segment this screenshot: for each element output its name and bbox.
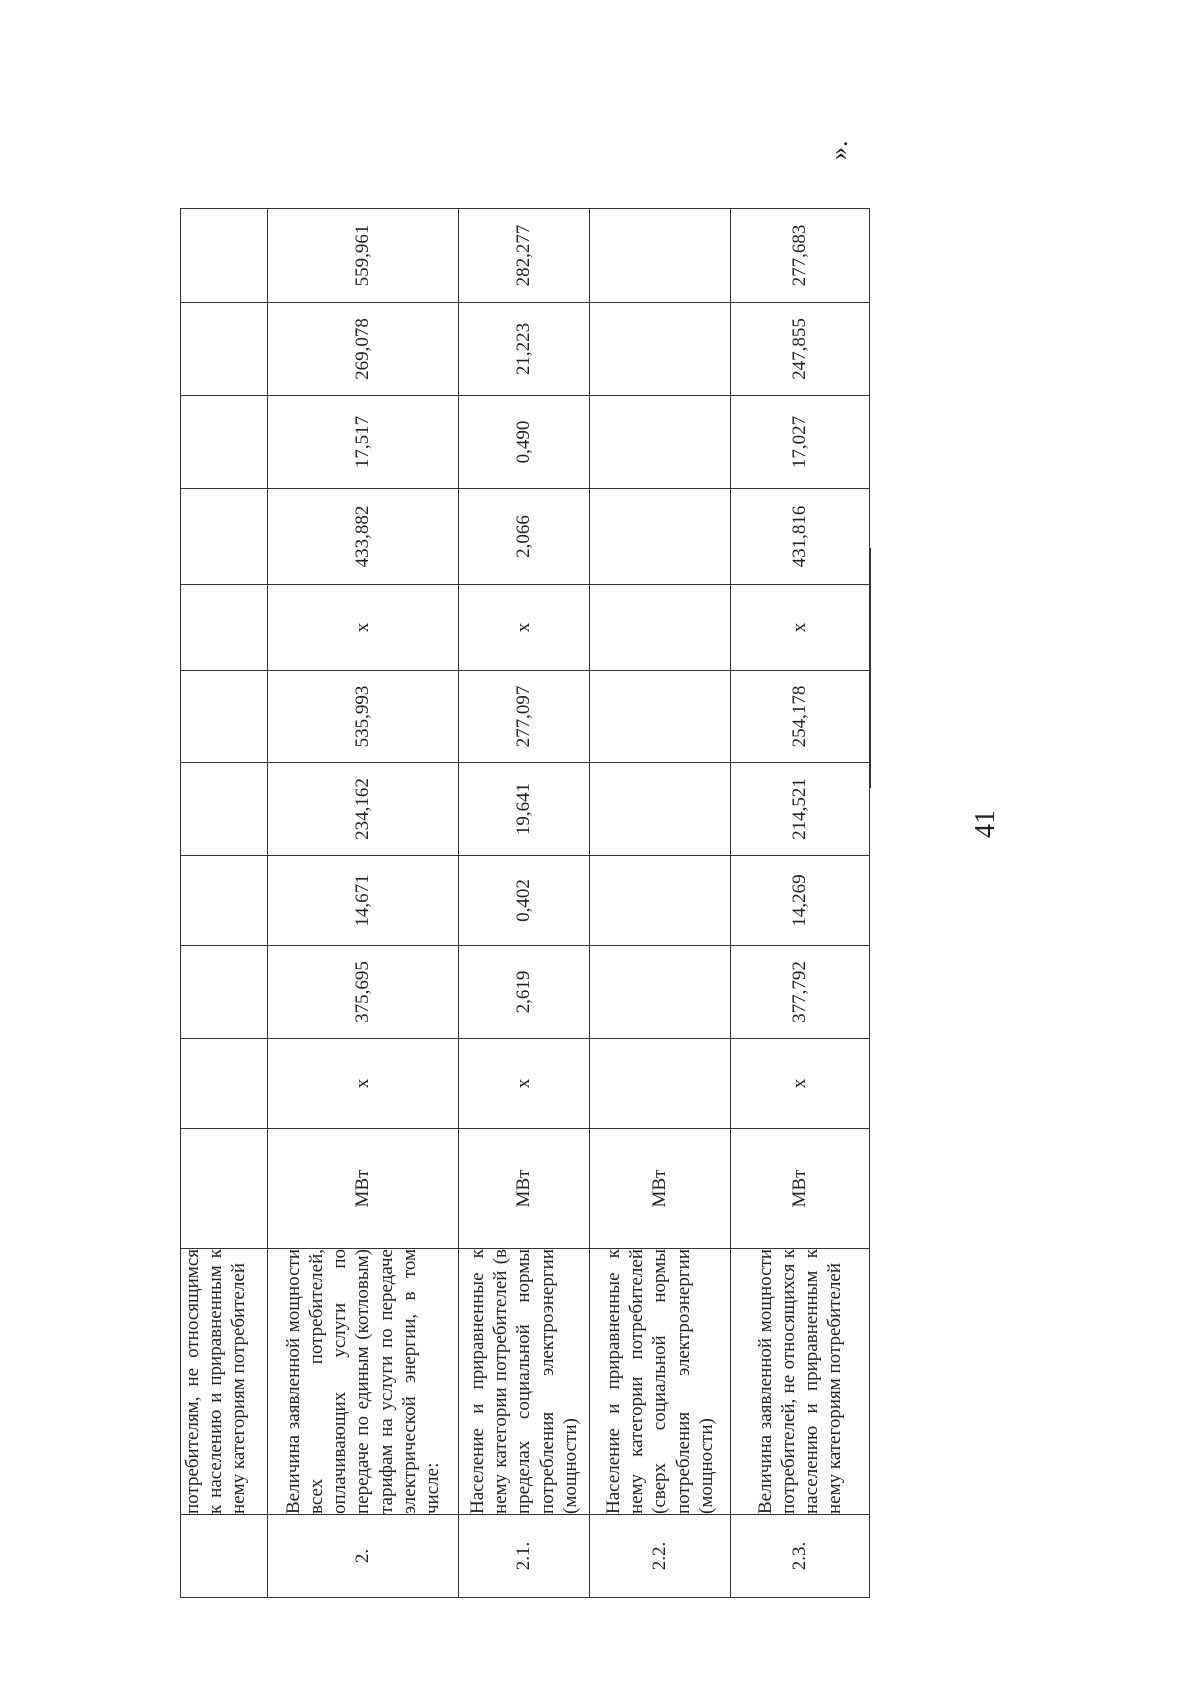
table-cell: 14,269 — [731, 856, 870, 946]
table-cell: 282,277 — [459, 209, 590, 303]
row-description: потребителям, не относящимся к населению и приравненным к нему категориям потребителей — [181, 1249, 268, 1515]
table-row — [459, 209, 590, 1598]
table-cell: 214,521 — [731, 763, 870, 856]
table-cell: 433,882 — [268, 489, 459, 585]
table-cell: 0,402 — [459, 856, 590, 946]
table-cell: 234,162 — [268, 763, 459, 856]
table-cell: x — [268, 1039, 459, 1129]
table-cell — [181, 856, 268, 946]
row-number — [181, 1515, 268, 1598]
table-cell — [590, 585, 731, 671]
table-cell: 254,178 — [731, 671, 870, 763]
table-row — [731, 209, 870, 1598]
table-row — [590, 209, 731, 1598]
row-unit: МВт — [268, 1129, 459, 1249]
row-unit — [181, 1129, 268, 1249]
table-cell: 377,792 — [731, 946, 870, 1039]
table-cell — [181, 209, 268, 303]
row-description: Величина заявленной мощности потребителей, не относящихся к населению и приравненным к нему категориям потребителей — [731, 1249, 870, 1515]
table-row — [268, 209, 459, 1598]
tariff-table-wrap — [180, 208, 870, 1598]
row-unit: МВт — [731, 1129, 870, 1249]
table-cell: 17,517 — [268, 396, 459, 489]
table-cell — [181, 489, 268, 585]
tariff-table — [180, 208, 870, 1598]
table-cell — [181, 585, 268, 671]
table-cell — [181, 303, 268, 396]
table-cell — [590, 396, 731, 489]
table-cell: 21,223 — [459, 303, 590, 396]
table-cell — [590, 489, 731, 585]
table-cell: 535,993 — [268, 671, 459, 763]
table-cell: 14,671 — [268, 856, 459, 946]
table-cell — [181, 763, 268, 856]
closing-quote-mark: ». — [824, 140, 853, 160]
row-description: Население и приравненные к нему категории потребителей (в пределах социальной нормы потребления электроэнергии (мощности) — [459, 1249, 590, 1515]
table-cell: 431,816 — [731, 489, 870, 585]
table-cell: 559,961 — [268, 209, 459, 303]
table-row — [181, 209, 268, 1598]
table-cell: 269,078 — [268, 303, 459, 396]
table-cell — [181, 396, 268, 489]
table-cell: 19,641 — [459, 763, 590, 856]
rotated-page — [180, 98, 1080, 1598]
table-cell — [181, 671, 268, 763]
row-number: 2.1. — [459, 1515, 590, 1598]
table-cell — [590, 1039, 731, 1129]
table-cell — [590, 856, 731, 946]
table-cell — [590, 303, 731, 396]
table-cell — [590, 763, 731, 856]
end-divider-line — [870, 548, 871, 788]
table-cell: 247,855 — [731, 303, 870, 396]
row-description: Величина заявленной мощности всех потребителей, оплачивающих услуги по передаче по единым (котловым) тарифам на услуги по передаче электрической энергии, в том числе: — [268, 1249, 459, 1515]
table-cell: 2,619 — [459, 946, 590, 1039]
row-number: 2.3. — [731, 1515, 870, 1598]
table-cell: 0,490 — [459, 396, 590, 489]
table-cell: x — [731, 1039, 870, 1129]
table-cell — [590, 946, 731, 1039]
row-unit: МВт — [459, 1129, 590, 1249]
table-cell — [181, 946, 268, 1039]
row-unit: МВт — [590, 1129, 731, 1249]
table-cell — [590, 209, 731, 303]
table-cell: 17,027 — [731, 396, 870, 489]
row-number: 2.2. — [590, 1515, 731, 1598]
row-number: 2. — [268, 1515, 459, 1598]
table-cell: 277,683 — [731, 209, 870, 303]
table-cell: x — [731, 585, 870, 671]
table-cell: 277,097 — [459, 671, 590, 763]
page-number: 41 — [970, 810, 1001, 838]
table-cell — [590, 671, 731, 763]
table-cell: x — [459, 585, 590, 671]
table-cell: 375,695 — [268, 946, 459, 1039]
table-cell: x — [268, 585, 459, 671]
table-cell: x — [459, 1039, 590, 1129]
table-cell: 2,066 — [459, 489, 590, 585]
table-cell — [181, 1039, 268, 1129]
row-description: Население и приравненные к нему категории потребителей (сверх социальной нормы потребления электроэнергии (мощности) — [590, 1249, 731, 1515]
